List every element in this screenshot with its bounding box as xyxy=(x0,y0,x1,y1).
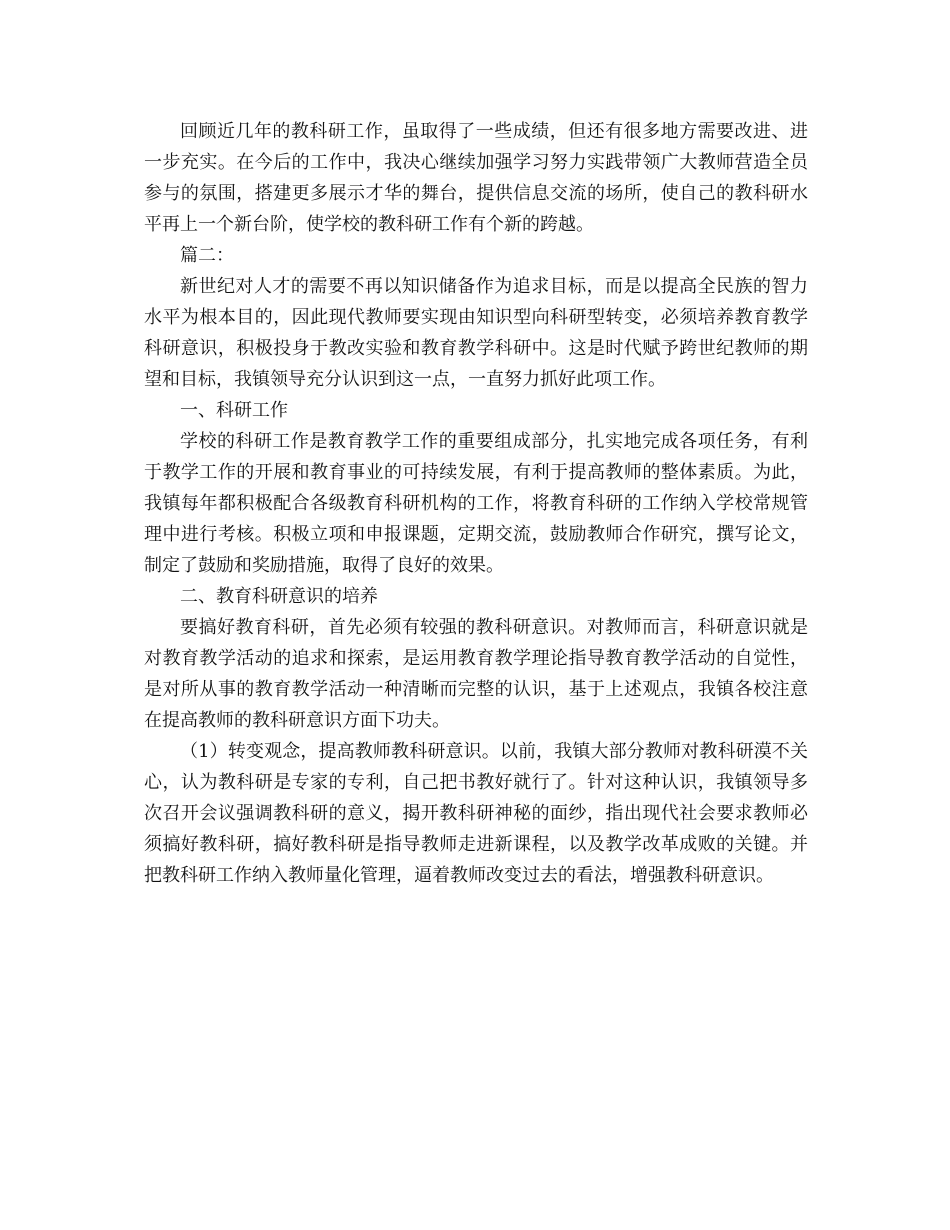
paragraph-concept-change: （1）转变观念，提高教师教科研意识。以前，我镇大部分教师对教科研漠不关心，认为教科研是专家的专利，自己把书教好就行了。针对这种认识，我镇领导多次召开会议强调教科研的意义，揭开教科研神秘的面纱，指出现代社会要求教师必须搞好教科研，搞好教科研是指导教师走进新课程，以及教学改革成败的关键。并把教科研工作纳入教师量化管理，逼着教师改变过去的看法，增强教科研意识。 xyxy=(144,741,808,886)
section-heading-awareness: 二、教育科研意识的培养 xyxy=(180,586,378,607)
paragraph-intro: 新世纪对人才的需要不再以知识储备作为追求目标，而是以提高全民族的智力水平为根本目的，因此现代教师要实现由知识型向科研型转变，必须培养教育教学科研意识，积极投身于教改实验和教育教学科研中。这是时代赋予跨世纪教师的期望和目标，我镇领导充分认识到这一点，一直努力抓好此项工作。 xyxy=(144,276,808,390)
document-body xyxy=(144,116,808,891)
paragraph-awareness: 要搞好教育科研，首先必须有较强的教科研意识。对教师而言，科研意识就是对教育教学活动的追求和探索，是运用教育教学理论指导教育教学活动的自觉性，是对所从事的教育教学活动一种清晰而完整的认识，基于上述观点，我镇各校注意在提高教师的教科研意识方面下功夫。 xyxy=(144,617,808,731)
section-heading-research-work: 一、科研工作 xyxy=(180,400,288,421)
paragraph-research-work: 学校的科研工作是教育教学工作的重要组成部分，扎实地完成各项任务，有利于教学工作的开展和教育事业的可持续发展，有利于提高教师的整体素质。为此，我镇每年都积极配合各级教育科研机构的工作，将教育科研的工作纳入学校常规管理中进行考核。积极立项和申报课题，定期交流，鼓励教师合作研究，撰写论文，制定了鼓励和奖励措施，取得了良好的效果。 xyxy=(144,431,808,576)
paragraph-review: 回顾近几年的教科研工作，虽取得了一些成绩，但还有很多地方需要改进、进一步充实。在今后的工作中，我决心继续加强学习努力实践带领广大教师营造全员参与的氛围，搭建更多展示才华的舞台，提供信息交流的场所，使自己的教科研水平再上一个新台阶，使学校的教科研工作有个新的跨越。 xyxy=(144,121,808,235)
section-title-part-two: 篇二： xyxy=(180,245,234,266)
